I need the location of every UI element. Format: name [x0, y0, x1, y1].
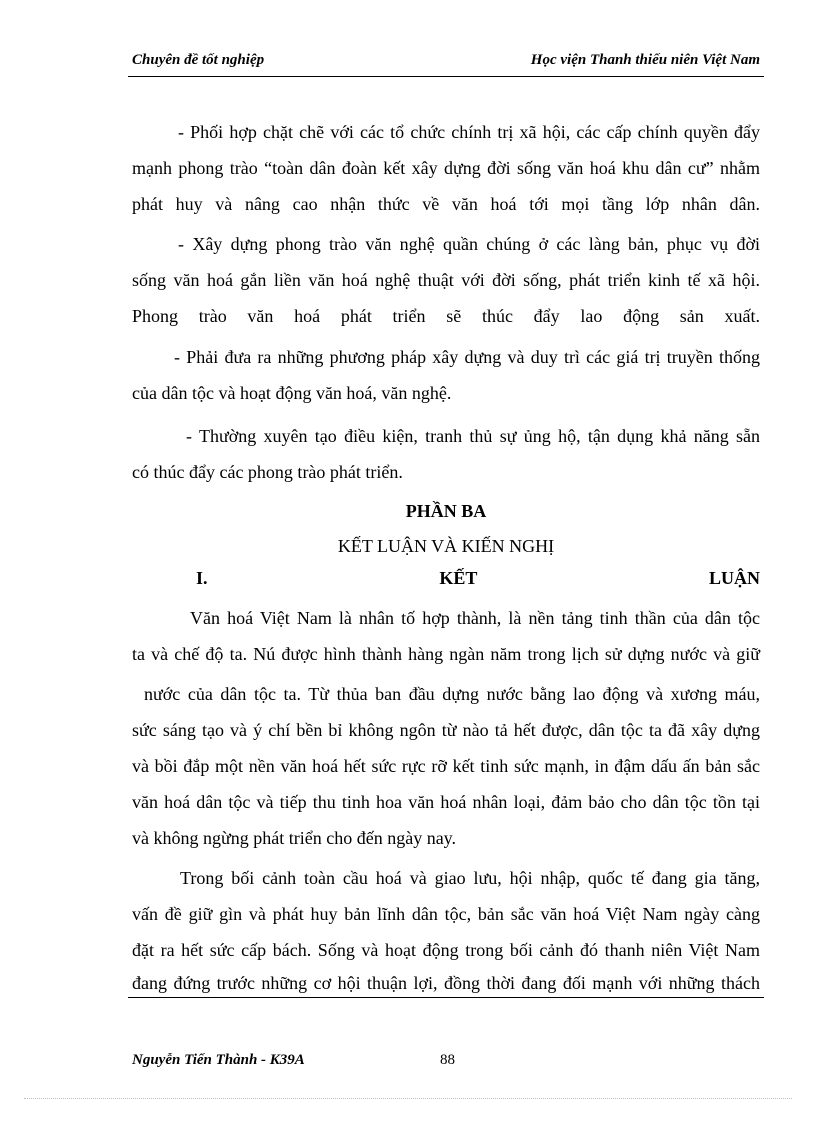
page-number: 88 [440, 1052, 455, 1068]
header-right-title: Học viện Thanh thiếu niên Việt Nam [530, 52, 760, 68]
para3-line-1: - Phải đưa ra những phương pháp xây dựng và duy trì các giá trị truyền thống [174, 347, 760, 367]
para5-line-3: nước của dân tộc ta. Từ thủa ban đầu dựng nước bằng lao động và xương máu, [144, 684, 760, 704]
para6-line-3: đặt ra hết sức cấp bách. Sống và hoạt động trong bối cảnh đó thanh niên Việt Nam [132, 940, 760, 960]
para5-line-5: và bồi đắp một nền văn hoá hết sức rực rỡ kết tinh sức mạnh, in đậm dấu ấn bản sắc [132, 756, 760, 776]
page-bottom-dotted-border [24, 1098, 792, 1099]
section-heading: I. KẾT LUẬN [196, 568, 760, 588]
page-header [132, 50, 760, 76]
para6-line-1: Trong bối cảnh toàn cầu hoá và giao lưu, hội nhập, quốc tế đang gia tăng, [180, 868, 760, 888]
para2-line-3: Phong trào văn hoá phát triển sẽ thúc đẩy lao động sản xuất. [132, 306, 760, 326]
footer-rule [128, 997, 764, 998]
para4-line-1: - Thường xuyên tạo điều kiện, tranh thủ sự ủng hộ, tận dụng khả năng sẵn [186, 426, 760, 446]
para2-line-1: - Xây dựng phong trào văn nghệ quần chúng ở các làng bản, phục vụ đời [178, 234, 760, 254]
header-rule [128, 76, 764, 77]
para1-line-2: mạnh phong trào “toàn dân đoàn kết xây dựng đời sống văn hoá khu dân cư” nhằm [132, 158, 760, 178]
part-title: PHẦN BA [405, 501, 487, 521]
para4-line-2: có thúc đẩy các phong trào phát triển. [132, 462, 403, 482]
para5-line-6: văn hoá dân tộc và tiếp thu tinh hoa văn hoá nhân loại, đảm bảo cho dân tộc tồn tại [132, 792, 760, 812]
para2-line-2: sống văn hoá gắn liền văn hoá nghệ thuật với đời sống, phát triển kinh tế xã hội. [132, 270, 760, 290]
header-left-title: Chuyên đề tốt nghiệp [132, 52, 265, 68]
para6-line-2: vấn đề giữ gìn và phát huy bản lĩnh dân tộc, bản sắc văn hoá Việt Nam ngày càng [132, 904, 760, 924]
para1-line-3: phát huy và nâng cao nhận thức về văn hoá tới mọi tầng lớp nhân dân. [132, 194, 760, 214]
para5-line-4: sức sáng tạo và ý chí bền bỉ không ngôn từ nào tả hết được, dân tộc ta đã xây dựng [132, 720, 760, 740]
para5-line-7: và không ngừng phát triển cho đến ngày nay. [132, 828, 457, 848]
para5-line-2: ta và chế độ ta. Nú được hình thành hàng ngàn năm trong lịch sử dựng nước và giữ [132, 644, 760, 664]
para3-line-2: của dân tộc và hoạt động văn hoá, văn nghệ. [132, 383, 452, 403]
para6-line-4: đang đứng trước những cơ hội thuận lợi, đồng thời đang đối mạnh với những thách [132, 973, 760, 993]
para1-line-1: - Phối hợp chặt chẽ với các tổ chức chính trị xã hội, các cấp chính quyền đẩy [178, 122, 760, 142]
footer-author: Nguyễn Tiến Thành - K39A [132, 1052, 305, 1068]
part-subtitle: KẾT LUẬN VÀ KIẾN NGHỊ [337, 536, 555, 556]
para5-line-1: Văn hoá Việt Nam là nhân tố hợp thành, là nền tảng tinh thần của dân tộc [190, 608, 760, 628]
